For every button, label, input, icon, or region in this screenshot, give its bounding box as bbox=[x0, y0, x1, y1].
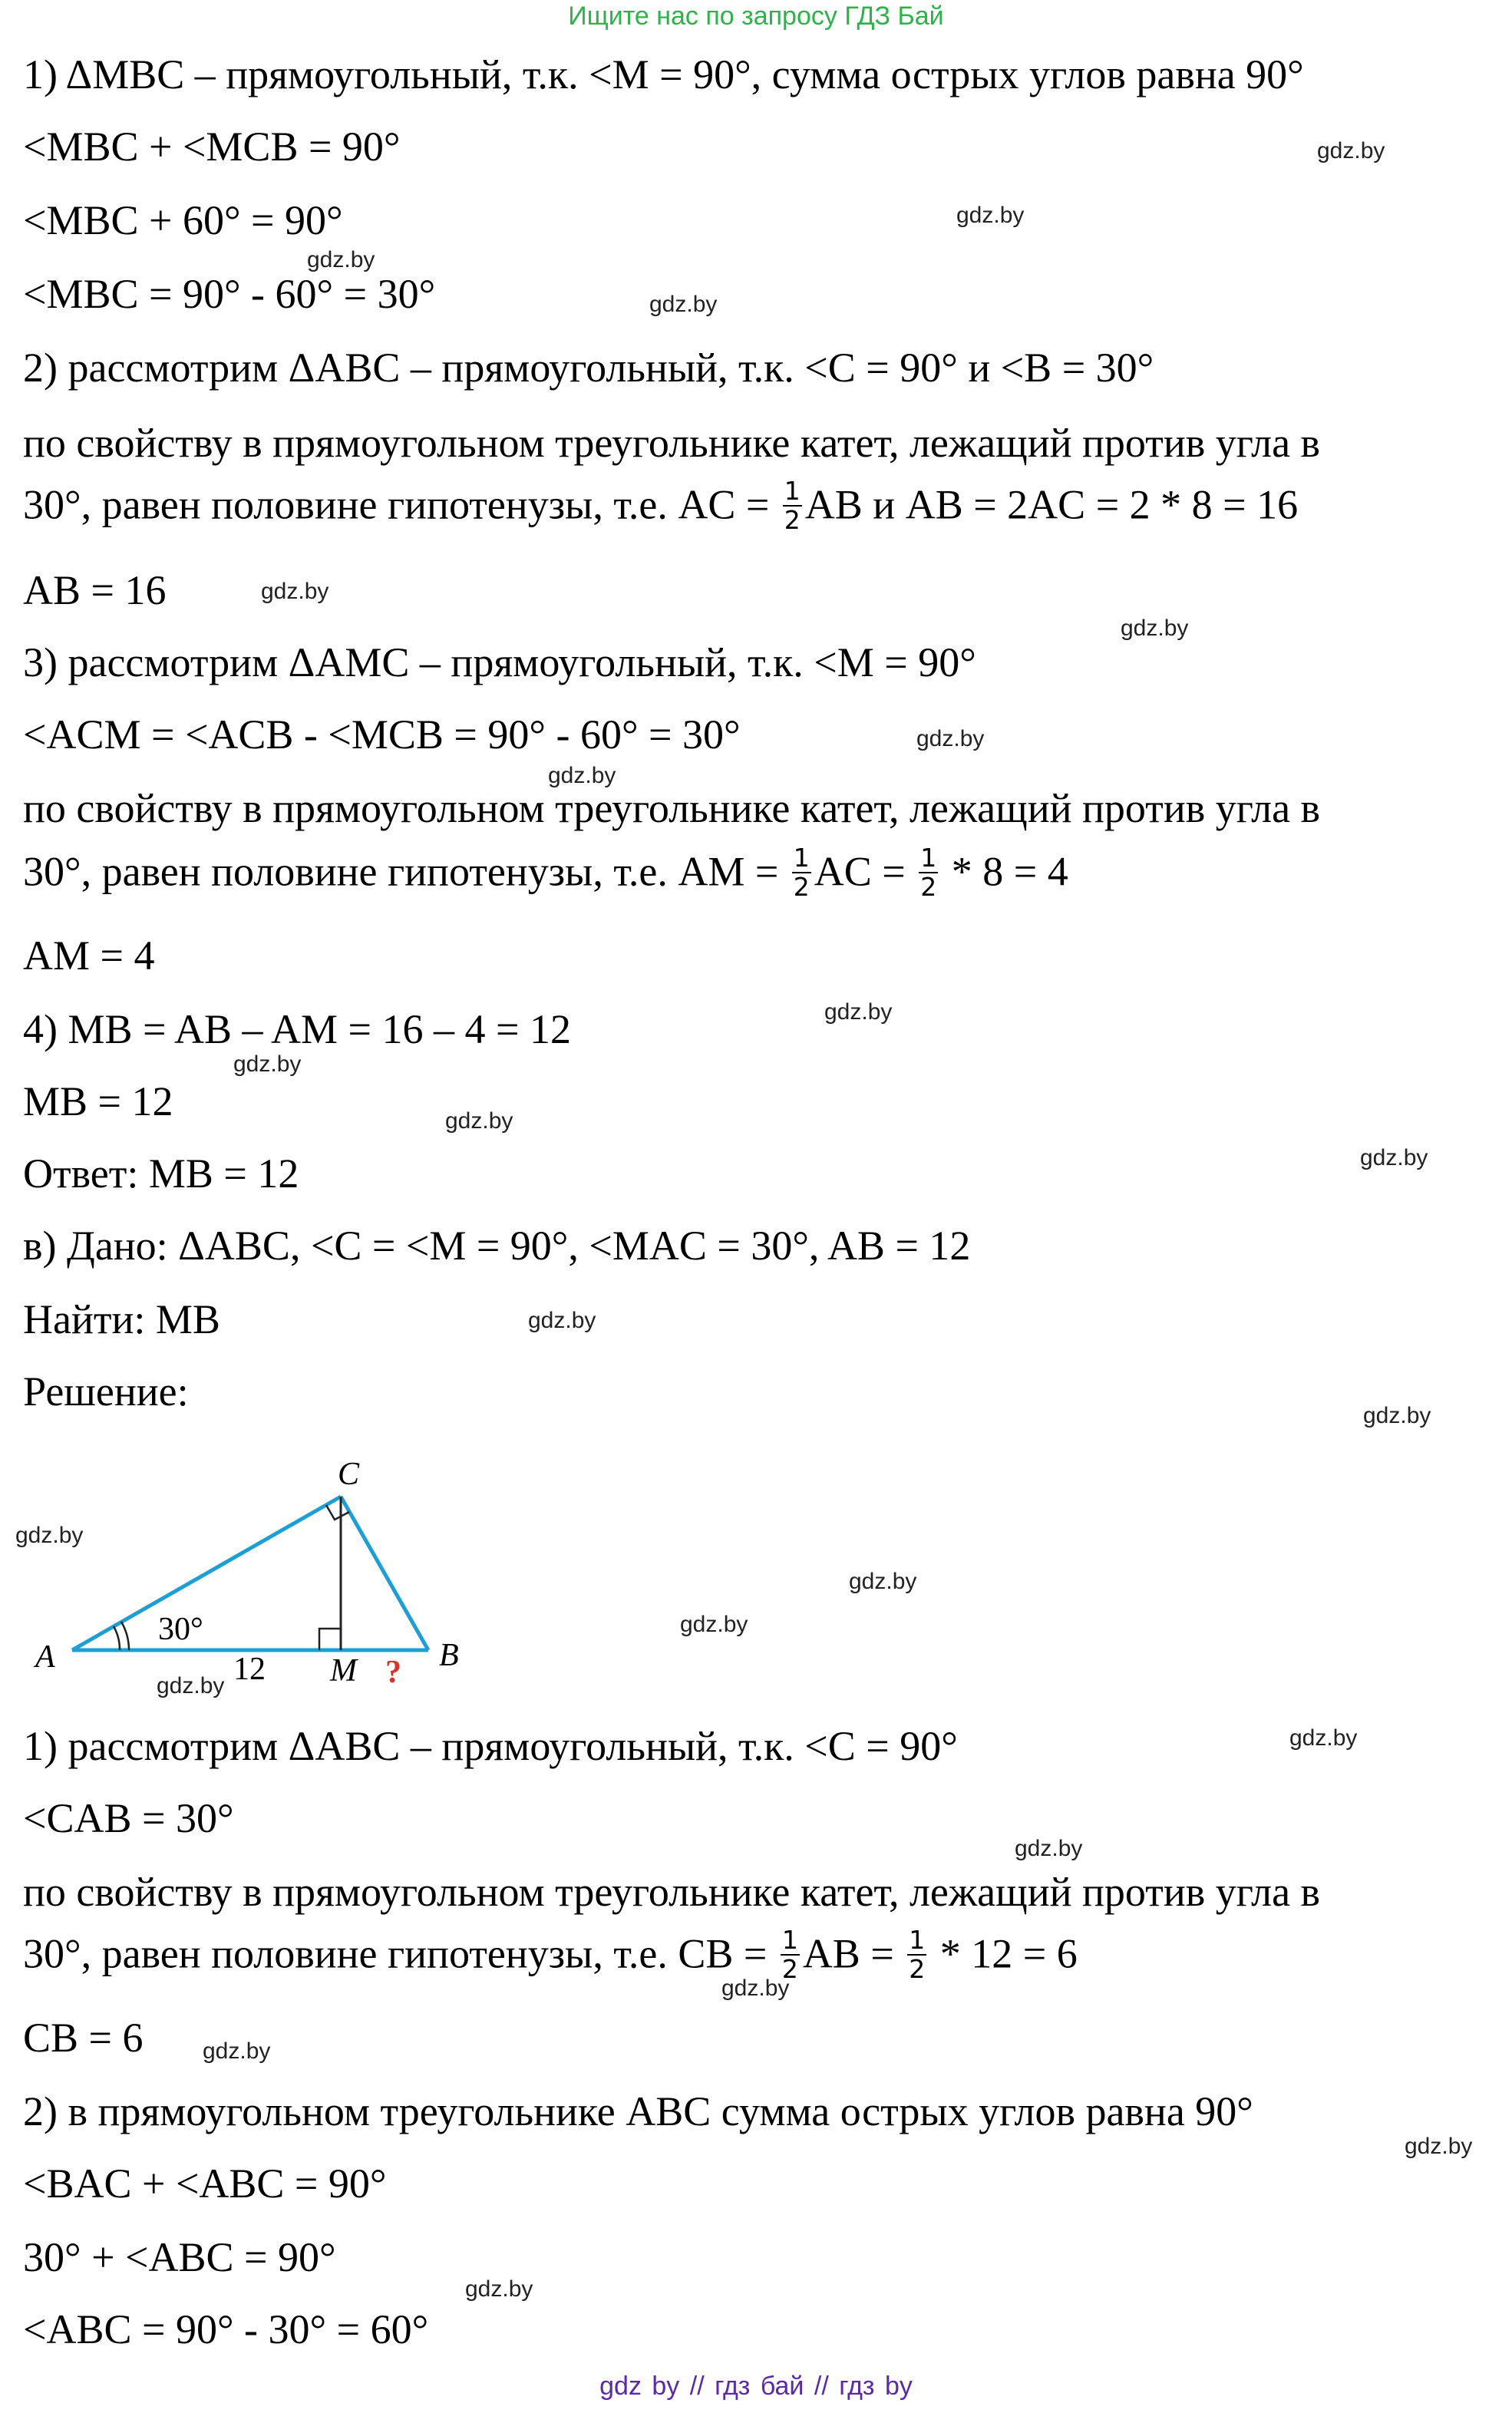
watermark: gdz.by bbox=[15, 1523, 84, 1548]
text-part: 30°, равен половине гипотенузы, т.е. CB = bbox=[23, 1930, 777, 1977]
watermark: gdz.by bbox=[1405, 2134, 1473, 2159]
text-line: 2) рассмотрим ΔABC – прямоугольный, т.к. <C = 90° и <B = 30° bbox=[23, 345, 1154, 391]
fraction-numerator: 1 bbox=[920, 843, 937, 873]
text-line: <MBC + <MCB = 90° bbox=[23, 124, 401, 170]
watermark: gdz.by bbox=[307, 247, 375, 272]
text-line: <ACM = <ACB - <MCB = 90° - 60° = 30° bbox=[23, 711, 741, 758]
text-part: AC = bbox=[814, 848, 916, 895]
label-a: A bbox=[35, 1639, 55, 1675]
angle-arc-a bbox=[114, 1626, 120, 1650]
text-line: 1) рассмотрим ΔABC – прямоугольный, т.к. <C = 90° bbox=[23, 1723, 958, 1769]
text-line: 1) ΔMBC – прямоугольный, т.к. <M = 90°, сумма острых углов равна 90° bbox=[23, 51, 1304, 97]
text-line: <CAB = 30° bbox=[23, 1795, 234, 1841]
fraction-numerator: 1 bbox=[909, 1925, 926, 1955]
side-ac bbox=[72, 1497, 341, 1650]
text-line: Решение: bbox=[23, 1368, 189, 1414]
watermark: gdz.by bbox=[528, 1308, 596, 1333]
text-part: AB = bbox=[802, 1930, 905, 1977]
text-line: <MBC + 60° = 90° bbox=[23, 197, 343, 243]
fraction-denominator: 2 bbox=[909, 1954, 926, 1984]
text-line bbox=[23, 843, 1068, 904]
header-link[interactable]: Ищите нас по запросу ГДЗ Бай bbox=[568, 2, 944, 31]
fraction-numerator: 1 bbox=[793, 843, 810, 873]
fraction-one-half bbox=[781, 1926, 800, 1983]
text-line: 4) MB = AB – AM = 16 – 4 = 12 bbox=[23, 1006, 571, 1052]
text-line: в) Дано: ΔABC, <C = <M = 90°, <MAC = 30°, AB = 12 bbox=[23, 1223, 971, 1269]
watermark: gdz.by bbox=[1289, 1725, 1358, 1751]
fraction-denominator: 2 bbox=[784, 505, 801, 535]
text-part: AB и AB = 2AC = 2 * 8 = 16 bbox=[804, 481, 1299, 528]
text-line: MB = 12 bbox=[23, 1078, 173, 1124]
label-m: M bbox=[330, 1653, 357, 1688]
text-line: по свойству в прямоугольном треугольнике катет, лежащий против угла в bbox=[23, 1869, 1321, 1915]
right-angle-mark-m bbox=[319, 1629, 341, 1650]
watermark: gdz.by bbox=[916, 726, 985, 751]
text-line: 30° + <ABC = 90° bbox=[23, 2234, 336, 2280]
text-line: <BAC + <ABC = 90° bbox=[23, 2160, 387, 2207]
watermark: gdz.by bbox=[721, 1976, 790, 2001]
watermark: gdz.by bbox=[680, 1612, 748, 1637]
watermark: gdz.by bbox=[465, 2276, 533, 2302]
watermark: gdz.by bbox=[956, 203, 1025, 228]
text-line: Найти: MB bbox=[23, 1296, 220, 1342]
fraction-numerator: 1 bbox=[784, 476, 801, 506]
text-line: по свойству в прямоугольном треугольнике катет, лежащий против угла в bbox=[23, 785, 1321, 831]
watermark: gdz.by bbox=[445, 1108, 513, 1134]
text-part: * 12 = 6 bbox=[929, 1930, 1078, 1977]
watermark: gdz.by bbox=[849, 1569, 917, 1594]
text-part: 30°, равен половине гипотенузы, т.е. AM = bbox=[23, 848, 789, 895]
watermark: gdz.by bbox=[233, 1051, 302, 1077]
text-part: 30°, равен половине гипотенузы, т.е. AC = bbox=[23, 481, 780, 528]
watermark: gdz.by bbox=[1015, 1836, 1083, 1861]
watermark: gdz.by bbox=[203, 2038, 271, 2064]
text-line: <MBC = 90° - 60° = 30° bbox=[23, 271, 436, 317]
watermark: gdz.by bbox=[1121, 616, 1189, 641]
text-line: 3) рассмотрим ΔAMC – прямоугольный, т.к. <M = 90° bbox=[23, 639, 976, 685]
watermark: gdz.by bbox=[1317, 138, 1385, 163]
text-line bbox=[23, 1925, 1078, 1986]
text-line: AB = 16 bbox=[23, 567, 167, 613]
text-line: 2) в прямоугольном треугольнике ABC сумма острых углов равна 90° bbox=[23, 2088, 1253, 2134]
fraction-one-half bbox=[783, 477, 802, 534]
footer-links[interactable]: gdz by // гдз бай // гдз by bbox=[599, 2372, 913, 2401]
label-c: C bbox=[338, 1457, 360, 1492]
side-cb bbox=[341, 1497, 428, 1650]
text-part: * 8 = 4 bbox=[941, 848, 1068, 895]
text-line: AM = 4 bbox=[23, 933, 155, 979]
text-line bbox=[23, 476, 1299, 537]
side-label: 12 bbox=[233, 1652, 266, 1687]
fraction-denominator: 2 bbox=[920, 872, 937, 902]
unknown-mark: ? bbox=[385, 1655, 401, 1690]
watermark: gdz.by bbox=[261, 579, 329, 604]
fraction-one-half bbox=[919, 844, 938, 901]
text-line: <ABC = 90° - 30° = 60° bbox=[23, 2306, 429, 2352]
fraction-one-half bbox=[907, 1926, 926, 1983]
watermark: gdz.by bbox=[1360, 1145, 1428, 1170]
text-line: CB = 6 bbox=[23, 2015, 144, 2061]
angle-arc-a bbox=[121, 1622, 129, 1650]
watermark: gdz.by bbox=[548, 763, 616, 788]
answer-line: Ответ: MB = 12 bbox=[23, 1150, 299, 1197]
label-b: B bbox=[439, 1638, 459, 1673]
watermark: gdz.by bbox=[649, 292, 718, 317]
watermark: gdz.by bbox=[157, 1673, 225, 1698]
angle-label: 30° bbox=[158, 1612, 203, 1647]
fraction-denominator: 2 bbox=[781, 1954, 798, 1984]
text-line: по свойству в прямоугольном треугольнике катет, лежащий против угла в bbox=[23, 420, 1321, 466]
watermark: gdz.by bbox=[824, 999, 893, 1025]
fraction-denominator: 2 bbox=[793, 872, 810, 902]
fraction-numerator: 1 bbox=[781, 1925, 798, 1955]
watermark: gdz.by bbox=[1363, 1403, 1431, 1428]
triangle-figure bbox=[23, 1443, 484, 1696]
fraction-one-half bbox=[792, 844, 811, 901]
